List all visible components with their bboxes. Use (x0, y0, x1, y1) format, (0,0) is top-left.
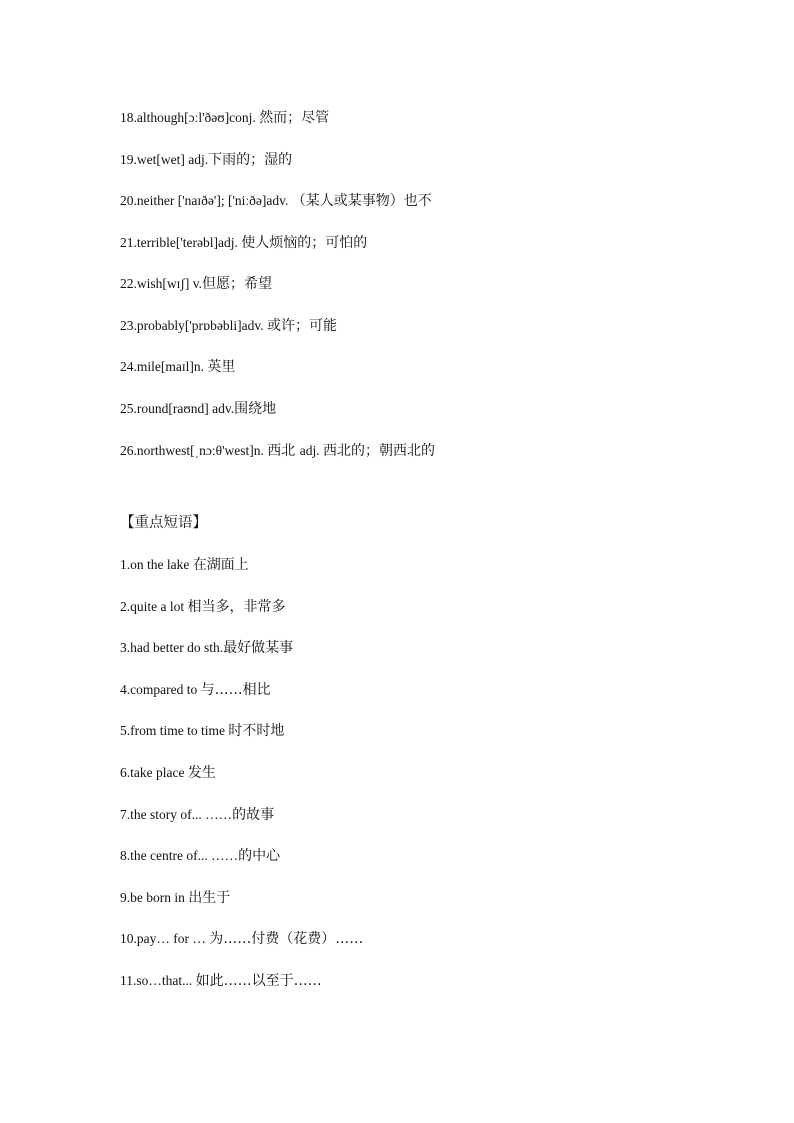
vocab-item-26: 26.northwest[ˌnɔːθ'west]n. 西北 adj. 西北的；朝西北的 (120, 443, 435, 459)
phrase-item-8: 8.the centre of... ……的中心 (120, 848, 281, 864)
vocab-item-20: 20.neither ['naɪðə']; ['niːðə]adv. （某人或某事物）也不 (120, 193, 432, 209)
phrase-item-11: 11.so…that... 如此……以至于…… (120, 973, 322, 989)
section-heading: 【重点短语】 (120, 515, 207, 531)
phrase-item-4: 4.compared to 与……相比 (120, 682, 271, 698)
phrase-item-2: 2.quite a lot 相当多，非常多 (120, 599, 286, 615)
vocab-item-22: 22.wish[wɪʃ] v.但愿；希望 (120, 276, 272, 292)
vocab-item-23: 23.probably['prɒbəbli]adv. 或许；可能 (120, 318, 337, 334)
phrase-item-1: 1.on the lake 在湖面上 (120, 557, 249, 573)
phrase-item-7: 7.the story of... ……的故事 (120, 807, 275, 823)
phrase-item-3: 3.had better do sth.最好做某事 (120, 640, 294, 656)
vocab-item-21: 21.terrible['terəbl]adj. 使人烦恼的；可怕的 (120, 235, 368, 251)
vocab-item-25: 25.round[raʊnd] adv.围绕地 (120, 401, 277, 417)
vocab-item-19: 19.wet[wet] adj.下雨的；湿的 (120, 152, 293, 168)
phrase-item-6: 6.take place 发生 (120, 765, 216, 781)
vocab-item-18: 18.although[ɔːl'ðəʊ]conj. 然而；尽管 (120, 110, 330, 126)
phrase-item-5: 5.from time to time 时不时地 (120, 723, 285, 739)
phrase-item-9: 9.be born in 出生于 (120, 890, 231, 906)
vocab-item-24: 24.mile[maɪl]n. 英里 (120, 359, 236, 375)
phrase-item-10: 10.pay… for … 为……付费（花费）…… (120, 931, 364, 947)
